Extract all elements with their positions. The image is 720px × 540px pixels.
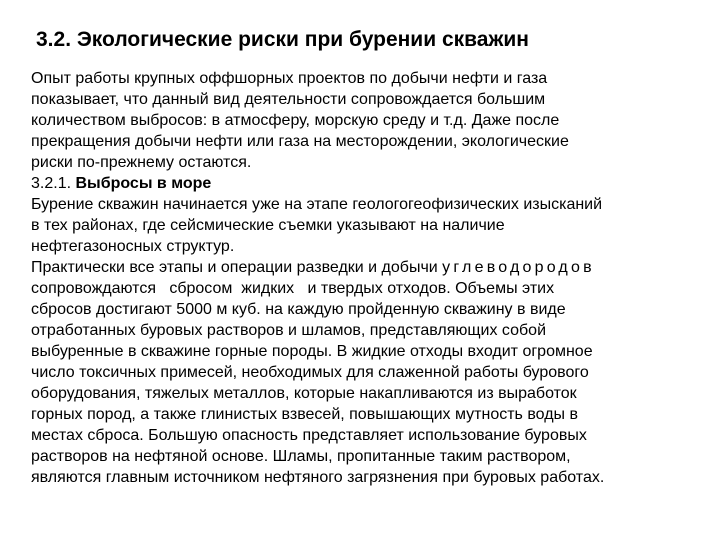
- text-line: горных пород, а также глинистых взвесей, повышающих мутность воды в: [31, 406, 578, 423]
- text-line: являются главным источником нефтяного загрязнения при буровых работах.: [31, 469, 605, 486]
- text-line: риски по-прежнему остаются.: [31, 154, 252, 171]
- text-line: количеством выбросов: в атмосферу, морскую среду и т.д. Даже после: [31, 112, 560, 129]
- body-text: [31, 68, 696, 488]
- text-line: сопровождаются сбросом жидких и твердых отходов. Объемы этих: [31, 280, 555, 297]
- text-line: Опыт работы крупных оффшорных проектов по добычи нефти и газа: [31, 70, 548, 87]
- spaced-word: углеводородов: [442, 259, 595, 276]
- subheading: [31, 173, 696, 194]
- text-line: число токсичных примесей, необходимых для слаженной работы бурового: [31, 364, 589, 381]
- text-line: показывает, что данный вид деятельности сопровождается большим: [31, 91, 546, 108]
- text-line: в тех районах, где сейсмические съемки указывают на наличие: [31, 217, 505, 234]
- page-title: 3.2. Экологические риски при бурении скважин: [36, 28, 529, 51]
- text-line: [31, 257, 696, 278]
- text-line: прекращения добычи нефти или газа на месторождении, экологические: [31, 133, 569, 150]
- text-line: Бурение скважин начинается уже на этапе геологогеофизических изысканий: [31, 196, 603, 213]
- subheading-title: Выбросы в море: [75, 175, 212, 192]
- text-line: оборудования, тяжелых металлов, которые накапливаются из выработок: [31, 385, 577, 402]
- text-line: сбросов достигают 5000 м куб. на каждую пройденную скважину в виде: [31, 301, 566, 318]
- text-line: растворов на нефтяной основе. Шламы, пропитанные таким раствором,: [31, 448, 571, 465]
- subheading-number: 3.2.1.: [31, 175, 72, 192]
- text-line: нефтегазоносных структур.: [31, 238, 235, 255]
- text-line: выбуренные в скважине горные породы. В жидкие отходы входит огромное: [31, 343, 593, 360]
- text-segment: Практически все этапы и операции разведки и добычи: [31, 259, 438, 276]
- text-line: местах сброса. Большую опасность представляет использование буровых: [31, 427, 587, 444]
- text-line: отработанных буровых растворов и шламов, представляющих собой: [31, 322, 546, 339]
